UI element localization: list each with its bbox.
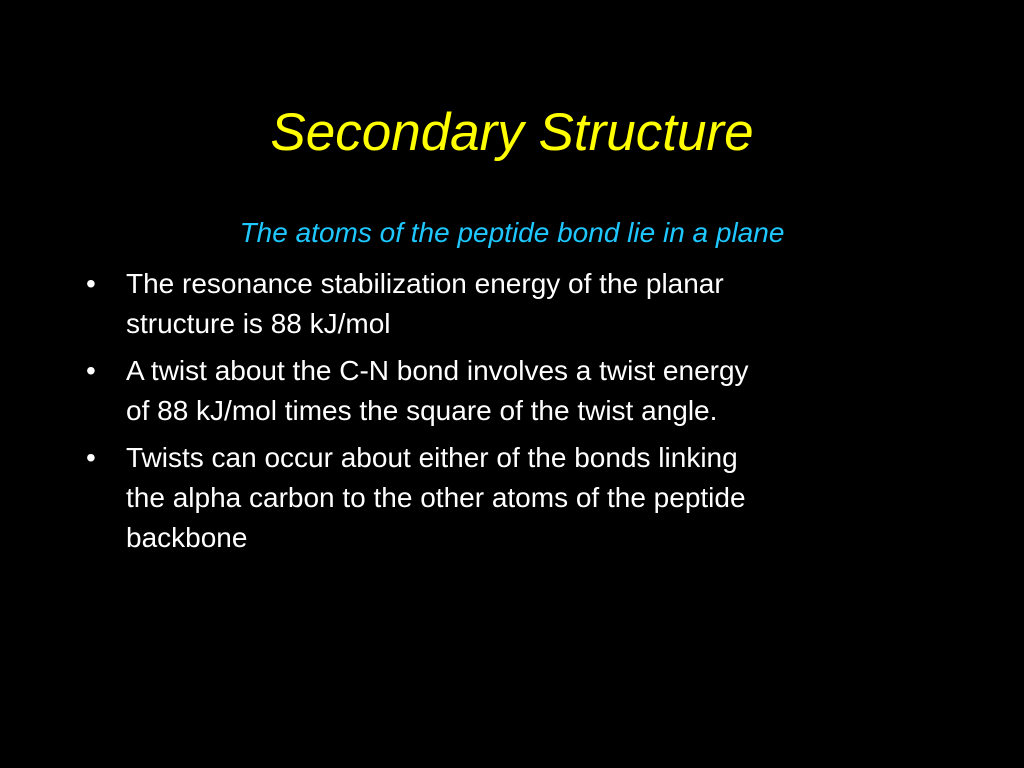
bullet-line: of 88 kJ/mol times the square of the twist angle. bbox=[126, 395, 718, 426]
bullet-marker: • bbox=[86, 268, 96, 299]
bullet-line: The resonance stabilization energy of the planar bbox=[126, 268, 724, 299]
bullet-line: backbone bbox=[126, 522, 248, 553]
bullet-marker: • bbox=[86, 442, 96, 473]
bullet-marker: • bbox=[86, 355, 96, 386]
slide-subtitle: The atoms of the peptide bond lie in a plane bbox=[239, 217, 785, 248]
slide-title: Secondary Structure bbox=[270, 103, 754, 162]
bullet-line: structure is 88 kJ/mol bbox=[126, 308, 391, 339]
bullet-line: Twists can occur about either of the bonds linking bbox=[126, 442, 738, 473]
bullet-item bbox=[0, 438, 1024, 558]
bullet-line: A twist about the C-N bond involves a twist energy bbox=[126, 355, 749, 386]
bullet-text bbox=[126, 351, 1024, 431]
bullet-text bbox=[126, 438, 1024, 558]
bullet-list bbox=[0, 264, 1024, 565]
bullet-item bbox=[0, 351, 1024, 431]
bullet-line: the alpha carbon to the other atoms of the peptide bbox=[126, 482, 746, 513]
bullet-text bbox=[126, 264, 1024, 344]
bullet-item bbox=[0, 264, 1024, 344]
